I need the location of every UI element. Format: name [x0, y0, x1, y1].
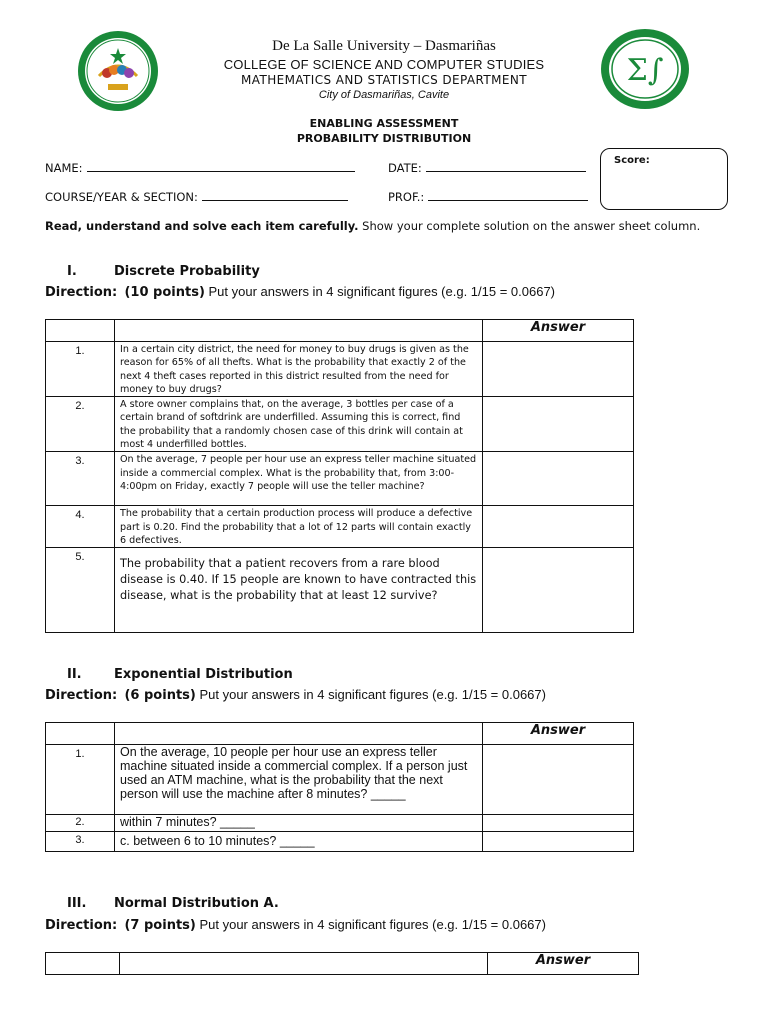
item-number: 3.	[46, 832, 115, 852]
prof-blank[interactable]	[428, 190, 588, 201]
date-blank[interactable]	[426, 161, 586, 172]
item-number: 1.	[46, 342, 115, 397]
item-number: 4.	[46, 506, 115, 548]
section-3-heading	[67, 896, 279, 911]
table-row	[46, 452, 634, 506]
direction-text: Put your answers in 4 significant figures (e.g. 1/15 = 0.0667)	[199, 687, 546, 702]
question-text: In a certain city district, the need for money to buy drugs is given as the reason for 65% of all thefts. What is the probability that exactly 2 of the next 4 theft cases reported in this district resulted from the need for money to buy drugs?	[115, 342, 483, 397]
name-label: NAME:	[45, 161, 83, 175]
answer-cell[interactable]	[483, 745, 634, 815]
item-number: 5.	[46, 548, 115, 633]
section-3-title: Normal Distribution A.	[114, 896, 279, 911]
direction-label: Direction:	[45, 688, 118, 703]
answer-cell[interactable]	[483, 815, 634, 832]
answer-header: Answer	[483, 320, 634, 342]
section-1-title: Discrete Probability	[114, 264, 260, 279]
answer-cell[interactable]	[483, 548, 634, 633]
section-2-direction	[45, 687, 546, 703]
name-blank[interactable]	[87, 161, 355, 172]
section-2-heading	[67, 667, 293, 682]
direction-text: Put your answers in 4 significant figures (e.g. 1/15 = 0.0667)	[208, 284, 556, 299]
points-label: (7 points)	[124, 918, 196, 933]
score-label: Score:	[614, 155, 650, 166]
points-label: (10 points)	[124, 285, 205, 300]
section-3-table	[45, 952, 639, 975]
item-number: 2.	[46, 397, 115, 452]
table-row	[46, 506, 634, 548]
question-text: within 7 minutes? _____	[115, 815, 483, 832]
answer-cell[interactable]	[483, 397, 634, 452]
answer-cell[interactable]	[483, 506, 634, 548]
name-field	[45, 161, 355, 175]
question-text: The probability that a patient recovers from a rare blood disease is 0.40. If 15 people are known to have contracted this disease, what is the probability that at least 12 survive?	[115, 548, 483, 633]
svg-text:Σ∫: Σ∫	[626, 53, 664, 88]
instructions	[45, 219, 700, 233]
city-line: City of Dasmariñas, Cavite	[318, 89, 450, 101]
question-text: A store owner complains that, on the average, 3 bottles per case of a certain brand of softdrink are underfilled. Assuming this is correct, find the probability that a randomly chosen case of this drink will contain at most 4 underfilled bottles.	[115, 397, 483, 452]
prof-label: PROF.:	[388, 190, 425, 204]
answer-header: Answer	[488, 953, 639, 975]
table-row	[46, 832, 634, 852]
section-2-number: II.	[67, 667, 82, 682]
department-name: MATHEMATICS AND STATISTICS DEPARTMENT	[241, 73, 527, 87]
course-label: COURSE/YEAR & SECTION:	[45, 190, 198, 204]
date-label: DATE:	[388, 161, 422, 175]
date-field	[388, 161, 586, 175]
direction-text: Put your answers in 4 significant figures (e.g. 1/15 = 0.0667)	[199, 917, 546, 932]
college-name: COLLEGE OF SCIENCE AND COMPUTER STUDIES	[223, 57, 545, 72]
section-1-heading	[67, 264, 260, 279]
answer-cell[interactable]	[483, 452, 634, 506]
section-1-number: I.	[67, 264, 77, 279]
course-field	[45, 190, 348, 204]
question-text: On the average, 7 people per hour use an express teller machine situated inside a commercial complex. What is the probability that, from 3:00-4:00pm on Friday, exactly 7 people will use the teller machine?	[115, 452, 483, 506]
section-2-table	[45, 722, 634, 852]
item-number: 1.	[46, 745, 115, 815]
question-text: On the average, 10 people per hour use an express teller machine situated inside a commercial complex. If a person just used an ATM machine, what is the probability that the next person will use the machine after 8 minutes? _____	[115, 745, 483, 815]
question-text: c. between 6 to 10 minutes? _____	[115, 832, 483, 852]
section-2-title: Exponential Distribution	[114, 667, 293, 682]
table-row	[46, 397, 634, 452]
direction-label: Direction:	[45, 918, 118, 933]
question-text: The probability that a certain production process will produce a defective part is 0.20. Find the probability that a lot of 12 parts will contain exactly 6 defectives.	[115, 506, 483, 548]
answer-cell[interactable]	[483, 342, 634, 397]
table-row	[46, 815, 634, 832]
university-name: De La Salle University – Dasmariñas	[272, 38, 496, 54]
section-1-table	[45, 319, 634, 633]
section-3-number: III.	[67, 896, 87, 911]
score-box[interactable]	[600, 148, 728, 210]
section-1-direction	[45, 284, 555, 300]
prof-field	[388, 190, 588, 204]
item-number: 2.	[46, 815, 115, 832]
answer-header: Answer	[483, 723, 634, 745]
table-row	[46, 548, 634, 633]
course-blank[interactable]	[202, 190, 348, 201]
direction-label: Direction:	[45, 285, 118, 300]
points-label: (6 points)	[124, 688, 196, 703]
instructions-bold: Read, understand and solve each item carefully.	[45, 219, 359, 233]
table-row	[46, 342, 634, 397]
item-number: 3.	[46, 452, 115, 506]
document-subtitle: PROBABILITY DISTRIBUTION	[296, 132, 472, 145]
instructions-normal: Show your complete solution on the answer sheet column.	[362, 219, 701, 233]
table-row	[46, 745, 634, 815]
answer-cell[interactable]	[483, 832, 634, 852]
section-3-direction	[45, 917, 546, 933]
document-title: ENABLING ASSESSMENT	[309, 117, 459, 130]
